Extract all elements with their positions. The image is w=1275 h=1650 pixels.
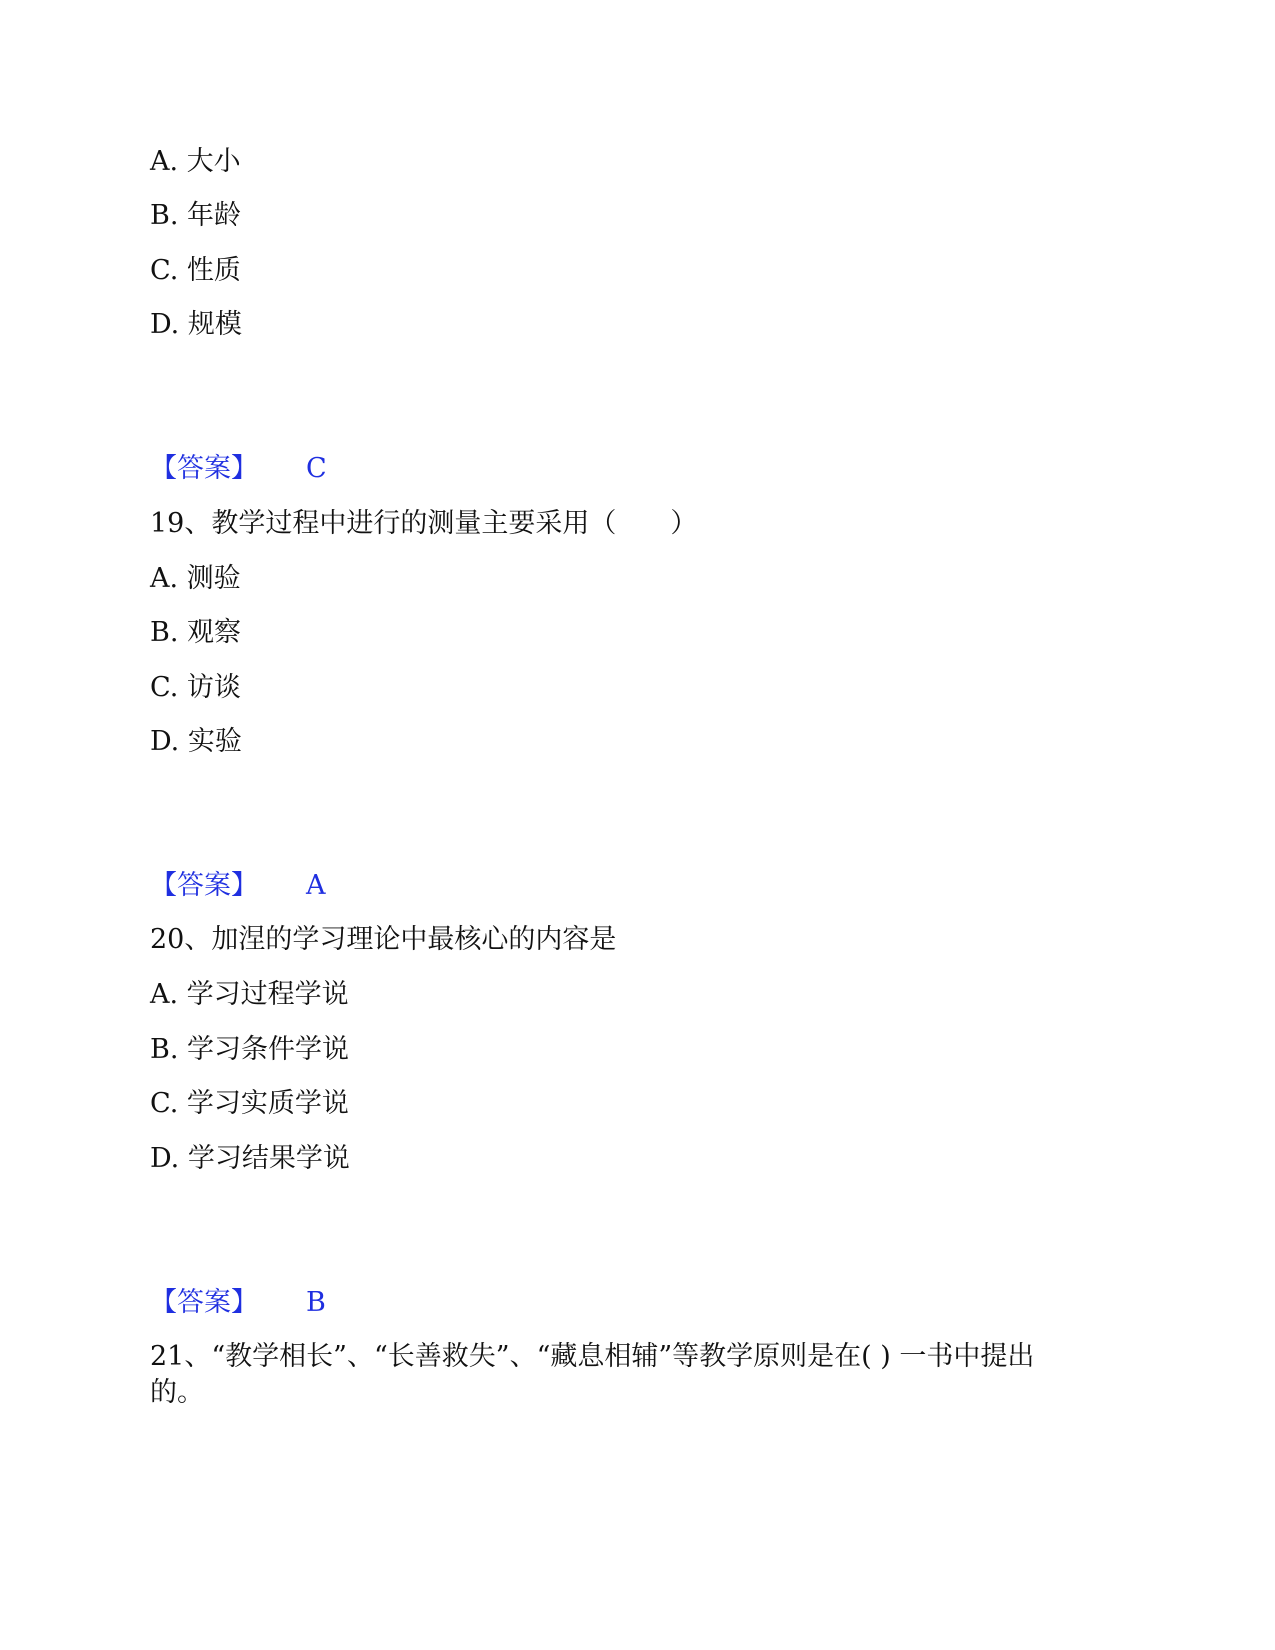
answer-value: C bbox=[306, 453, 327, 484]
q19-answer bbox=[150, 868, 326, 904]
answer-label: 【答案】 bbox=[150, 1287, 258, 1318]
q20-option-d: D. 学习结果学说 bbox=[150, 1143, 350, 1174]
answer-value: B bbox=[306, 1287, 326, 1318]
answer-label: 【答案】 bbox=[150, 453, 258, 484]
answer-label: 【答案】 bbox=[150, 870, 258, 901]
q20-answer bbox=[150, 1285, 326, 1321]
q19-option-d: D. 实验 bbox=[150, 726, 242, 757]
q18-option-b: B. 年龄 bbox=[150, 200, 242, 231]
q21-stem-line1: 21、“教学相长”、“长善救失”、“藏息相辅”等教学原则是在( ) 一书中提出 bbox=[150, 1341, 1035, 1372]
q18-option-c: C. 性质 bbox=[150, 255, 241, 286]
q19-option-a: A. 测验 bbox=[150, 563, 241, 594]
q20-stem: 20、加涅的学习理论中最核心的内容是 bbox=[150, 924, 617, 955]
q18-option-a: A. 大小 bbox=[150, 146, 241, 177]
q19-option-c: C. 访谈 bbox=[150, 672, 241, 703]
q20-option-a: A. 学习过程学说 bbox=[150, 979, 349, 1010]
answer-value: A bbox=[306, 870, 326, 901]
q19-stem: 19、教学过程中进行的测量主要采用（ ） bbox=[150, 508, 698, 539]
q18-option-d: D. 规模 bbox=[150, 309, 242, 340]
q19-option-b: B. 观察 bbox=[150, 617, 242, 648]
q21-stem-line2: 的。 bbox=[150, 1377, 204, 1408]
q20-option-c: C. 学习实质学说 bbox=[150, 1088, 349, 1119]
q18-answer bbox=[150, 451, 327, 487]
q20-option-b: B. 学习条件学说 bbox=[150, 1034, 350, 1065]
